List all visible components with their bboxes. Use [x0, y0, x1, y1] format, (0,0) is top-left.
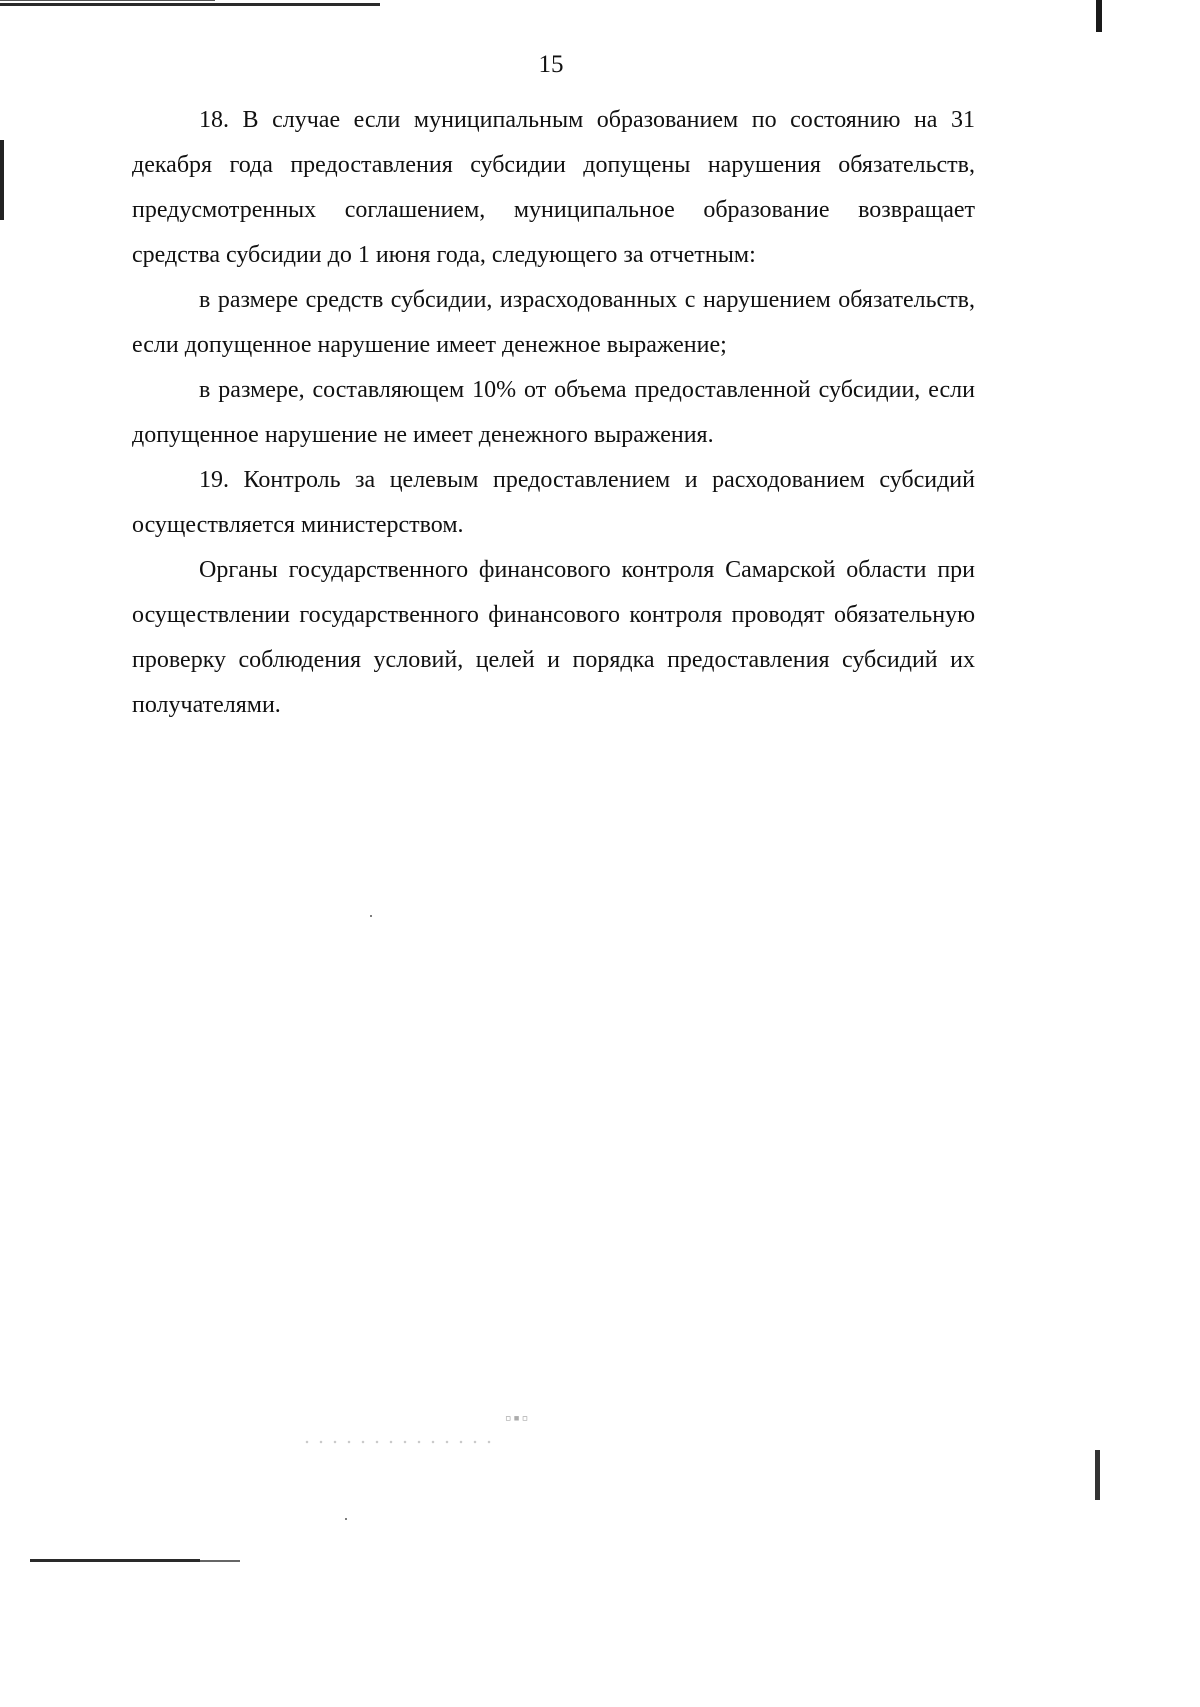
- paragraph-financial-control: Органы государственного финансового контроля Самарской области при осуществлении государственного финансового контроля проводят обязательную проверку соблюдения условий, целей и порядка предоставления субсидий их получателями.: [132, 557, 975, 718]
- paragraph-refund-non-monetary: в размере, составляющем 10% от объема предоставленной субсидии, если допущенное нарушение не имеет денежного выражения.: [132, 377, 975, 448]
- document-body: [132, 98, 975, 728]
- paragraph-18-clause: 18. В случае если муниципальным образованием по состоянию на 31 декабря года предоставления субсидии допущены нарушения обязательств, предусмотренных соглашением, муниципальное образование возвращает средства субсидии до 1 июня года, следующего за отчетным:: [132, 107, 975, 268]
- scan-artifact-left-edge: [0, 140, 4, 220]
- scan-artifact-top-line-faint: [0, 0, 215, 1]
- page-number: 15: [538, 51, 564, 78]
- scan-artifact-bottom-line: [30, 1559, 200, 1562]
- scan-artifact-top-line: [0, 3, 380, 6]
- scan-artifact-speck: [370, 915, 372, 917]
- paragraph-refund-monetary: в размере средств субсидии, израсходованных с нарушением обязательств, если допущенное нарушение имеет денежное выражение;: [132, 287, 975, 358]
- scan-artifact-speck: [345, 1518, 347, 1520]
- scan-artifact-smudge: ▫▪▫: [505, 1408, 531, 1428]
- scan-artifact-right-edge-bottom: [1095, 1450, 1100, 1500]
- scan-artifact-right-edge-top: [1096, 0, 1102, 32]
- scan-artifact-faint-dots: [300, 1440, 500, 1444]
- scan-artifact-bottom-line-faint: [200, 1560, 240, 1562]
- paragraph-19-clause: 19. Контроль за целевым предоставлением и расходованием субсидий осуществляется министерством.: [132, 467, 975, 538]
